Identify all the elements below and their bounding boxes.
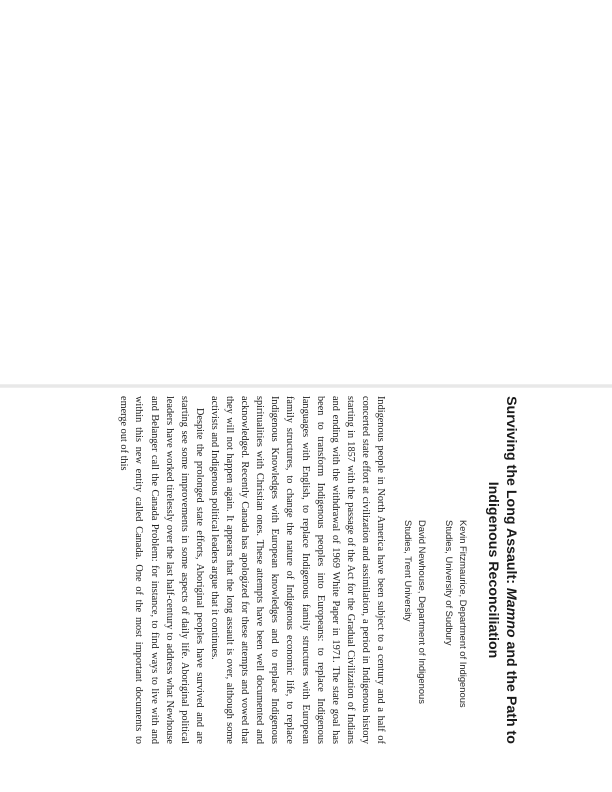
author-entry (443, 520, 470, 744)
author-name-line: David Newhouse, Department of Indigenous (417, 520, 428, 704)
body-paragraph: Despite the prolonged state efforts, Aboriginal peoples have survived and are starting see some improvements in some aspects of daily life. Aboriginal political leaders have worked tirelessly over the last half-century to address what Newhouse and Belanger call the Canada Problem: for instance, to find ways to live with and within this new entity called Canada. One of the most important documents to emerge out of this (118, 396, 205, 744)
page-gutter-divider (0, 384, 612, 388)
article-title (484, 396, 520, 744)
title-part-2: and the Path to Indigenous Reconciliation (485, 481, 519, 744)
author-entry (402, 520, 429, 744)
body-paragraph: Indigenous people in North America have been subject to a century and a half of concerted state effort at civilization and assimilation, a period in Indigenous history starting in 1857 with the passage of the Act for the Gradual Civilization of Indians and ending with the withdrawal of 1969 White Paper in 1971. The state goal has been to transform Indigenous peoples into Europeans: to replace Indigenous languages with English, to replace Indigenous family structures with European family structures, to change the nature of Indigenous economic life, to replace Indigenous Knowledges with European knowledges and to replace Indigenous spiritualities with Christian ones. These attempts have been well documented and acknowledged. Recently Canada has apologized for these attempts and vowed that they will not happen again. It appears that the long assault is over, although some activists and Indigenous political leaders argue that it continues. (208, 396, 386, 744)
author-list (402, 520, 470, 744)
author-name-line: Kevin Fitzmaurice, Department of Indigenous (458, 520, 469, 708)
author-affiliation-line: Studies, University of Sudbury (444, 520, 456, 646)
title-italic-word: Mamno (503, 587, 519, 638)
rotated-article-block (0, 396, 520, 744)
author-affiliation-line: Studies, Trent University (403, 520, 415, 622)
article-body (116, 396, 388, 744)
title-part-1: Surviving the Long Assault: (503, 396, 519, 588)
